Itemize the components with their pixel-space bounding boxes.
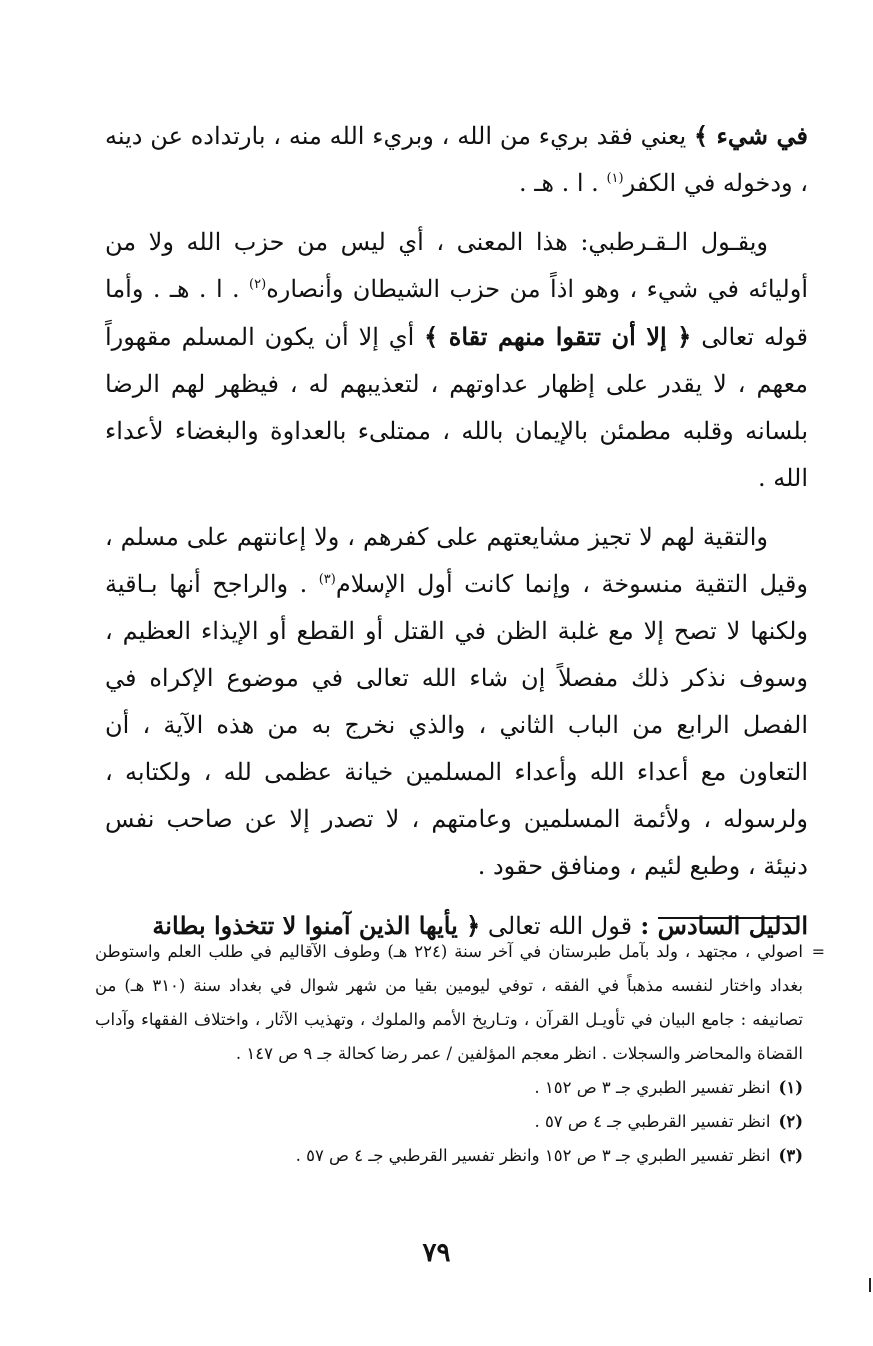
- paragraph-text: . ا . هـ .: [519, 169, 607, 197]
- paragraph-text: . ا . هـ . وأما قوله تعالى: [105, 275, 809, 351]
- emphasized-text: في شيء ﴾: [693, 121, 808, 150]
- footnote-item: [95, 1139, 803, 1173]
- paragraph-text: . والراجح أنها بـاقية ولكنها لا تصح إلا مع غلبة الظن في القتل أو القطع أو الإيذاء العظيم ، وسوف نذكر ذلك مفصلاً إن شاء الله تعالى في موضوع الإكراه في الفصل الرابع من الباب الثاني ، والذي نخرج به من هذه الآية ، أن التعاون مع أعداء الله وأعداء المسلمين خيانة عظمى لله ، ولكتابه ، ولرسوله ، ولأئمة المسلمين وعامتهم ، لا تصدر إلا عن صاحب نفس دنيئة ، وطبع لئيم ، ومنافق حقود .: [105, 570, 808, 880]
- paragraph-text: أي إلا أن يكون المسلم مقهوراً معهم ، لا يقدر على إظهار عداوتهم ، لتعذيبهم له ، فيظهر لهم الرضا بلسانه وقلبه مطمئن بالإيمان بالله ، ممتلىء بالعداوة والبغضاء لأعداء الله .: [105, 323, 808, 492]
- continuation-mark: =: [811, 942, 825, 961]
- footnote-reference: (١): [606, 171, 624, 186]
- footnote-item: [95, 1105, 803, 1139]
- footnote-divider: [658, 917, 798, 919]
- page-number: ٧٩: [422, 1238, 451, 1268]
- scan-edge-mark: [869, 1278, 871, 1292]
- footnote-text: انظر تفسير الطبري جـ ٣ ص ١٥٢ وانظر تفسير القرطبي جـ ٤ ص ٥٧ .: [295, 1146, 771, 1165]
- emphasized-text: ﴿ يأيها الذين آمنوا لا تتخذوا بطانة: [152, 911, 481, 940]
- paragraph: [105, 514, 808, 890]
- footnote-reference: (٢): [249, 277, 267, 292]
- footnote-item: [95, 1071, 803, 1105]
- footnote-number: (٣): [778, 1146, 803, 1165]
- paragraph: [105, 112, 808, 207]
- paragraph-text: ويقـول الـقـرطبي: هذا المعنى ، أي ليس من حزب الله ولا من أوليائه في شيء ، وهو اذاً من حزب الشيطان وأنصاره: [105, 228, 808, 303]
- footnote-reference: (٣): [318, 572, 336, 587]
- paragraph-text: يعني فقد بريء من الله ، وبريء الله منه ، بارتداده عن دينه ، ودخوله في الكفر: [105, 122, 808, 197]
- footnotes-section: [95, 935, 825, 1173]
- emphasized-text: الدليل السادس :: [632, 911, 808, 940]
- footnote-continuation: [95, 935, 825, 1071]
- emphasized-text: ﴿ إلا أن تتقوا منهم تقاة ﴾: [424, 322, 692, 351]
- main-text-body: [105, 112, 808, 962]
- footnote-text: انظر تفسير الطبري جـ ٣ ص ١٥٢ .: [534, 1078, 771, 1097]
- footnote-continuation-text: اصولي ، مجتهد ، ولد بآمل طبرستان في آخر سنة (٢٢٤ هـ) وطوف الآقاليم في طلب العلم واستوطن بغداد واختار لنفسه مذهباً في الفقه ، توفي ليومين بقيا من شهر شوال في بغداد سنة (٣١٠ هـ) من تصانيفه : جامع البيان في تأويـل القرآن ، وتـاريخ الأمم والملوك ، وتهذيب الآثار ، واختلاف الفقهاء وآداب القضاة والمحاضر والسجلات . انظر معجم المؤلفين / عمر رضا كحالة جـ ٩ ص ١٤٧ .: [95, 942, 804, 1063]
- footnote-number: (١): [778, 1078, 803, 1097]
- footnote-text: انظر تفسير القرطبي جـ ٤ ص ٥٧ .: [534, 1112, 771, 1131]
- footnote-number: (٢): [778, 1112, 803, 1131]
- paragraph: [105, 219, 808, 502]
- paragraph-text: قول الله تعالى: [480, 912, 633, 940]
- paragraph-text: والتقية لهم لا تجيز مشايعتهم على كفرهم ، ولا إعانتهم على مسلم ، وقيل التقية منسوخة ، وإنما كانت أول الإسلام: [105, 523, 808, 598]
